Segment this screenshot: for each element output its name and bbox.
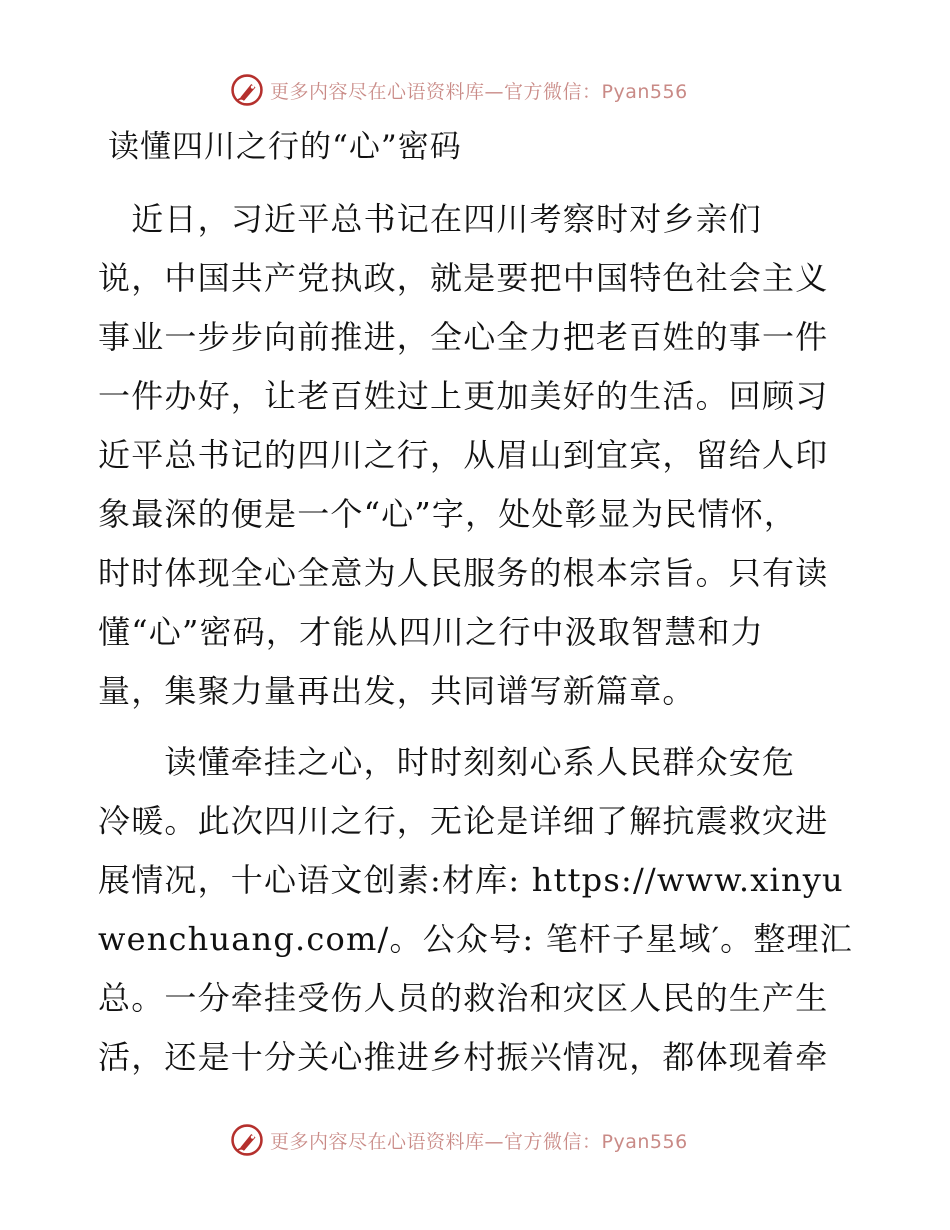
paragraph-2-line: 冷暖。此次四川之行，无论是详细了解抗震救灾进 [98, 802, 829, 840]
footer-banner-text: 更多内容尽在心语资料库—官方微信：Pyan556 [270, 1130, 688, 1153]
header-banner [230, 70, 688, 110]
paragraph-2-line: 活，还是十分关心推进乡村振兴情况，都体现着牵 [98, 1038, 829, 1076]
document-title: 读懂四川之行的“心”密码 [108, 129, 462, 165]
paragraph-2-line: 读懂牵挂之心，时时刻刻心系人民群众安危 [98, 743, 796, 781]
paragraph-1-line: 时时体现全心全意为人民服务的根本宗旨。只有读 [98, 554, 829, 592]
paragraph-1-line: 事业一步步向前推进，全心全力把老百姓的事一件 [98, 318, 829, 356]
paragraph-1-line: 说，中国共产党执政，就是要把中国特色社会主义 [98, 259, 829, 297]
paragraph-1-line: 近平总书记的四川之行，从眉山到宜宾，留给人印 [98, 436, 829, 474]
paragraph-2-line: 展情况，十心语文创素:材库: https://www.xinyu [98, 861, 844, 899]
paragraph-1-line: 一件办好，让老百姓过上更加美好的生活。回顾习 [98, 377, 829, 415]
paragraph-2-line: 总。一分牵挂受伤人员的救治和灾区人民的生产生 [98, 979, 829, 1017]
paragraph-1-line: 象最深的便是一个“心”字，处处彰显为民情怀， [98, 495, 798, 533]
paragraph-2-line: wenchuang.com/。公众号: 笔杆子星域′。整理汇 [98, 920, 853, 958]
paragraph-1-line: 近日，习近平总书记在四川考察时对乡亲们 [98, 200, 763, 238]
paragraph-1 [98, 190, 828, 721]
paragraph-1-line: 懂“心”密码，才能从四川之行中汲取智慧和力 [98, 613, 764, 651]
pen-nib-logo-icon [230, 1123, 264, 1157]
footer-banner [230, 1120, 688, 1160]
paragraph-1-line: 量，集聚力量再出发，共同谱写新篇章。 [98, 672, 696, 710]
paragraph-2 [98, 733, 853, 1087]
header-banner-text: 更多内容尽在心语资料库—官方微信：Pyan556 [270, 80, 688, 103]
pen-nib-logo-icon [230, 73, 264, 107]
